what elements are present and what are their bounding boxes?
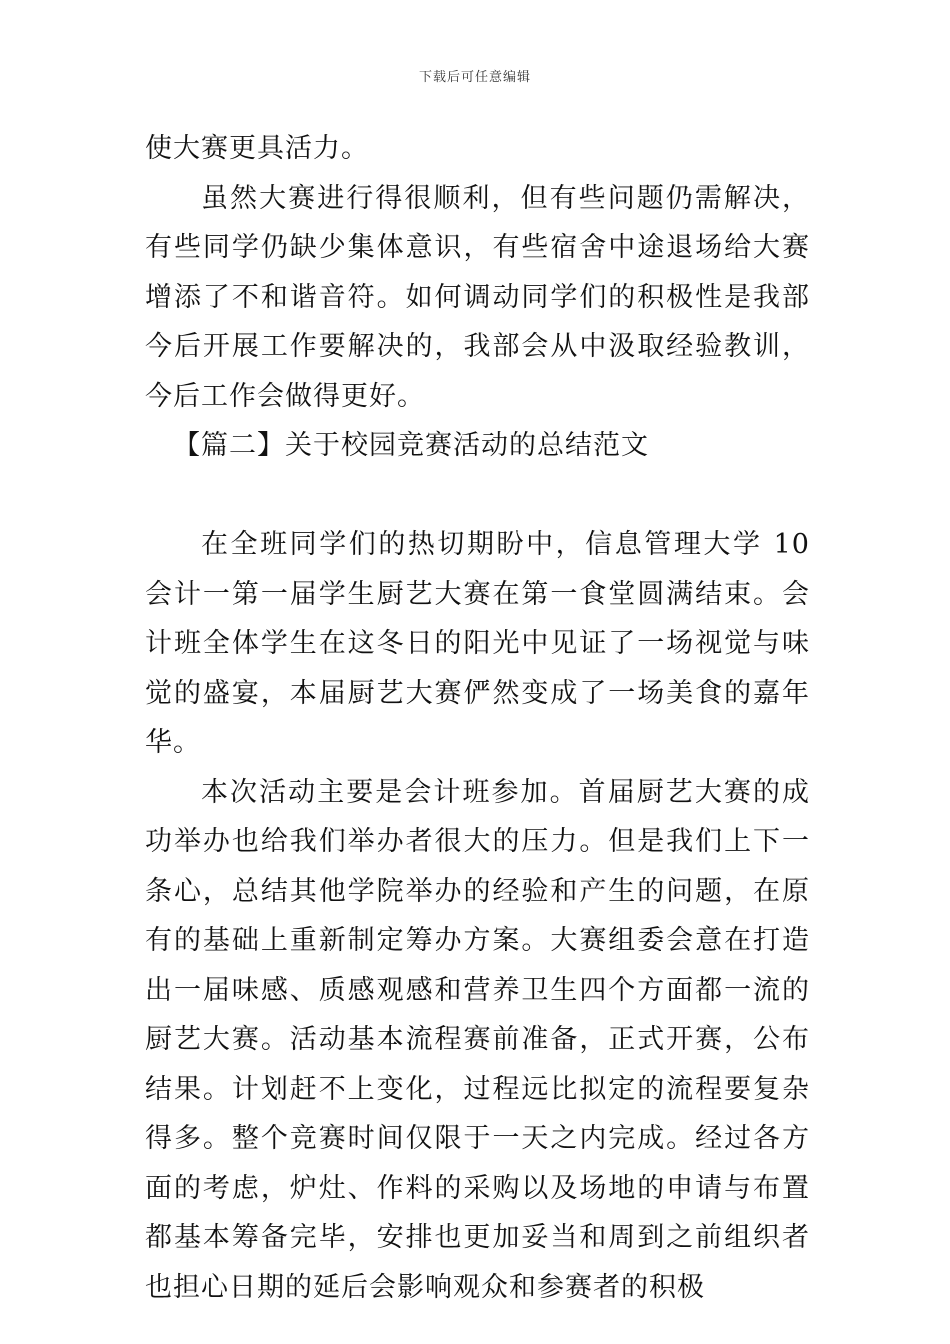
paragraph-activity: 本次活动主要是会计班参加。首届厨艺大赛的成功举办也给我们举办者很大的压力。但是我们上下一条心，总结其他学院举办的经验和产生的问题，在原有的基础上重新制定筹办方案。大赛组委会意在打造出一届味感、质感观感和营养卫生四个方面都一流的厨艺大赛。活动基本流程赛前准备，正式开赛，公布结果。计划赶不上变化，过程远比拟定的流程要复杂得多。整个竞赛时间仅限于一天之内完成。经过各方面的考虑，炉灶、作料的采购以及场地的申请与布置都基本筹备完毕，安排也更加妥当和周到之前组织者也担心日期的延后会影响观众和参赛者的积极 — [145, 776, 810, 1303]
blank-line — [145, 471, 810, 521]
paragraph-intro: 在全班同学们的热切期盼中，信息管理大学 10 会计一第一届学生厨艺大赛在第一食堂圆满结束。会计班全体学生在这冬日的阳光中见证了一场视觉与味觉的盛宴，本届厨艺大赛俨然变成了一场美食的嘉年华。 — [145, 529, 810, 758]
paragraph-continuation: 使大赛更具活力。 — [145, 133, 369, 164]
document-body — [145, 124, 810, 1312]
page-header-note: 下载后可任意编辑 — [418, 70, 531, 85]
paragraph-issues: 虽然大赛进行得很顺利，但有些问题仍需解决，有些同学仍缺少集体意识，有些宿舍中途退场给大赛增添了不和谐音符。如何调动同学们的积极性是我部今后开展工作要解决的，我部会从中汲取经验教训，今后工作会做得更好。 — [145, 182, 810, 412]
section-heading: 【篇二】关于校园竞赛活动的总结范文 — [173, 430, 649, 461]
